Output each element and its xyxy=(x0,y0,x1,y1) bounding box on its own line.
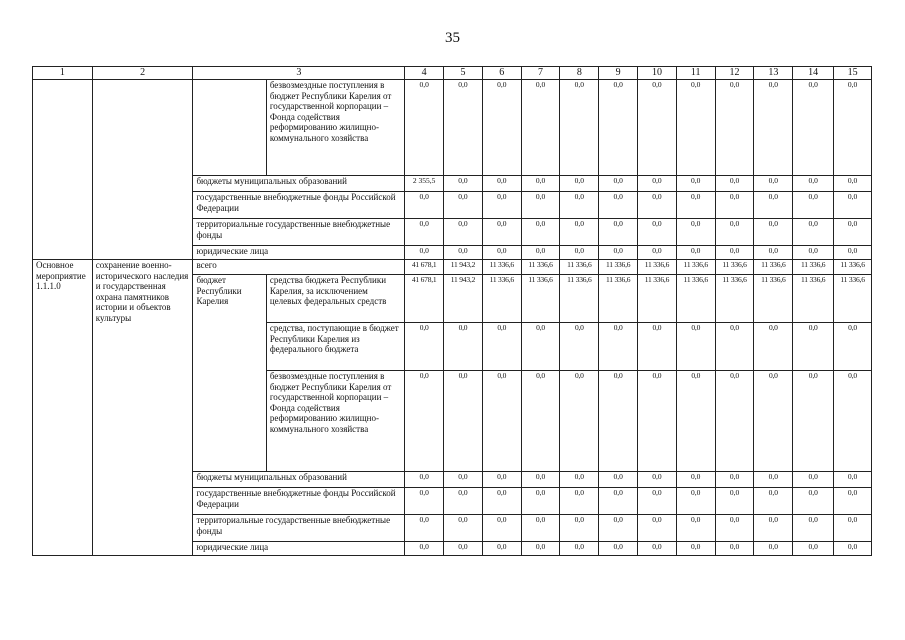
value-cell: 0,0 xyxy=(834,515,872,542)
value-cell: 0,0 xyxy=(444,488,483,515)
value-cell: 0,0 xyxy=(754,323,793,371)
value-cell: 11 336,6 xyxy=(560,260,599,275)
column-header: 9 xyxy=(599,67,638,80)
value-cell: 0,0 xyxy=(444,219,483,246)
value-cell: 0,0 xyxy=(444,192,483,219)
value-cell: 0,0 xyxy=(638,488,677,515)
value-cell: 0,0 xyxy=(521,323,560,371)
value-cell: 0,0 xyxy=(754,80,793,176)
value-cell: 0,0 xyxy=(560,246,599,260)
value-cell: 0,0 xyxy=(521,472,560,488)
value-cell: 0,0 xyxy=(560,371,599,472)
value-cell: 11 336,6 xyxy=(676,275,715,323)
value-cell: 0,0 xyxy=(834,542,872,556)
column-header: 5 xyxy=(444,67,483,80)
source-label: бюджеты муниципальных образований xyxy=(193,176,405,192)
value-cell: 0,0 xyxy=(834,80,872,176)
value-cell: 0,0 xyxy=(638,371,677,472)
value-cell: 0,0 xyxy=(599,192,638,219)
value-cell: 0,0 xyxy=(405,542,444,556)
source-label: средства бюджета Республики Карелия, за исключением целевых федеральных средств xyxy=(266,275,404,323)
value-cell: 11 336,6 xyxy=(560,275,599,323)
header-row xyxy=(33,67,872,80)
value-cell: 0,0 xyxy=(715,472,754,488)
column-header: 2 xyxy=(92,67,193,80)
value-cell: 0,0 xyxy=(754,515,793,542)
column-header: 7 xyxy=(521,67,560,80)
value-cell: 0,0 xyxy=(638,323,677,371)
value-cell: 0,0 xyxy=(444,472,483,488)
value-cell: 0,0 xyxy=(754,176,793,192)
value-cell: 0,0 xyxy=(405,246,444,260)
value-cell: 0,0 xyxy=(638,542,677,556)
value-cell: 0,0 xyxy=(560,488,599,515)
value-cell: 0,0 xyxy=(715,80,754,176)
value-cell: 0,0 xyxy=(405,472,444,488)
value-cell: 0,0 xyxy=(638,80,677,176)
value-cell: 0,0 xyxy=(834,472,872,488)
value-cell: 0,0 xyxy=(715,542,754,556)
source-label: безвозмездные поступления в бюджет Республики Карелия от государственной корпорации – Фонда содействия реформированию жилищно-коммунального хозяйства xyxy=(266,371,404,472)
value-cell: 41 678,1 xyxy=(405,275,444,323)
value-cell: 0,0 xyxy=(599,80,638,176)
value-cell: 0,0 xyxy=(638,472,677,488)
value-cell: 0,0 xyxy=(754,246,793,260)
value-cell: 0,0 xyxy=(715,246,754,260)
column-header: 12 xyxy=(715,67,754,80)
value-cell: 0,0 xyxy=(405,80,444,176)
value-cell: 11 336,6 xyxy=(754,275,793,323)
value-cell: 0,0 xyxy=(676,323,715,371)
value-cell: 11 336,6 xyxy=(521,260,560,275)
source-label: государственные внебюджетные фонды Российской Федерации xyxy=(193,192,405,219)
value-cell: 0,0 xyxy=(793,192,834,219)
value-cell: 0,0 xyxy=(444,371,483,472)
value-cell: 0,0 xyxy=(638,246,677,260)
value-cell: 2 355,5 xyxy=(405,176,444,192)
value-cell: 11 336,6 xyxy=(834,275,872,323)
value-cell: 0,0 xyxy=(754,472,793,488)
value-cell: 11 336,6 xyxy=(638,275,677,323)
value-cell: 0,0 xyxy=(521,488,560,515)
column-header: 8 xyxy=(560,67,599,80)
value-cell: 0,0 xyxy=(834,371,872,472)
value-cell: 0,0 xyxy=(560,542,599,556)
source-label: территориальные государственные внебюджетные фонды xyxy=(193,219,405,246)
value-cell: 0,0 xyxy=(676,472,715,488)
column-header: 1 xyxy=(33,67,93,80)
value-cell: 11 336,6 xyxy=(638,260,677,275)
value-cell: 0,0 xyxy=(560,472,599,488)
value-cell: 0,0 xyxy=(793,80,834,176)
value-cell: 0,0 xyxy=(599,515,638,542)
value-cell: 0,0 xyxy=(405,515,444,542)
value-cell: 11 336,6 xyxy=(482,275,521,323)
value-cell: 0,0 xyxy=(793,515,834,542)
value-cell: 0,0 xyxy=(793,542,834,556)
value-cell: 0,0 xyxy=(599,472,638,488)
value-cell: 0,0 xyxy=(793,472,834,488)
value-cell: 0,0 xyxy=(521,246,560,260)
value-cell: 0,0 xyxy=(405,488,444,515)
source-label: бюджеты муниципальных образований xyxy=(193,472,405,488)
value-cell: 0,0 xyxy=(482,515,521,542)
value-cell: 0,0 xyxy=(676,80,715,176)
value-cell: 0,0 xyxy=(444,80,483,176)
value-cell: 0,0 xyxy=(638,176,677,192)
value-cell: 0,0 xyxy=(599,246,638,260)
value-cell: 0,0 xyxy=(521,515,560,542)
value-cell: 0,0 xyxy=(444,246,483,260)
value-cell: 0,0 xyxy=(521,542,560,556)
value-cell: 11 336,6 xyxy=(599,260,638,275)
value-cell: 0,0 xyxy=(676,176,715,192)
source-label: юридические лица xyxy=(193,246,405,260)
value-cell: 0,0 xyxy=(793,219,834,246)
value-cell: 0,0 xyxy=(482,472,521,488)
column-header: 3 xyxy=(193,67,405,80)
column-header: 13 xyxy=(754,67,793,80)
value-cell: 0,0 xyxy=(715,371,754,472)
value-cell: 0,0 xyxy=(482,246,521,260)
value-cell: 0,0 xyxy=(405,371,444,472)
value-cell: 0,0 xyxy=(521,371,560,472)
value-cell: 11 336,6 xyxy=(754,260,793,275)
value-cell: 0,0 xyxy=(444,515,483,542)
activity-code-cell: Основное мероприятие 1.1.1.0 xyxy=(33,260,93,556)
value-cell: 0,0 xyxy=(676,488,715,515)
value-cell: 0,0 xyxy=(482,80,521,176)
value-cell: 0,0 xyxy=(599,488,638,515)
value-cell: 0,0 xyxy=(599,542,638,556)
page-number: 35 xyxy=(445,30,460,46)
value-cell: 0,0 xyxy=(599,371,638,472)
value-cell: 0,0 xyxy=(676,192,715,219)
source-label: безвозмездные поступления в бюджет Республики Карелия от государственной корпорации – Фонда содействия реформированию жилищно-коммунального хозяйства xyxy=(266,80,404,176)
value-cell: 0,0 xyxy=(754,371,793,472)
value-cell: 0,0 xyxy=(715,323,754,371)
value-cell: 0,0 xyxy=(560,219,599,246)
value-cell: 0,0 xyxy=(754,542,793,556)
value-cell: 11 943,2 xyxy=(444,260,483,275)
value-cell: 0,0 xyxy=(444,176,483,192)
source-label: юридические лица xyxy=(193,542,405,556)
value-cell: 0,0 xyxy=(793,323,834,371)
value-cell: 0,0 xyxy=(560,192,599,219)
value-cell: 11 336,6 xyxy=(715,275,754,323)
value-cell: 0,0 xyxy=(834,246,872,260)
column-header: 10 xyxy=(638,67,677,80)
value-cell: 0,0 xyxy=(715,515,754,542)
value-cell: 0,0 xyxy=(482,219,521,246)
source-label: государственные внебюджетные фонды Российской Федерации xyxy=(193,488,405,515)
column-header: 6 xyxy=(482,67,521,80)
value-cell: 0,0 xyxy=(834,192,872,219)
value-cell: 0,0 xyxy=(793,246,834,260)
value-cell: 11 336,6 xyxy=(715,260,754,275)
value-cell: 11 336,6 xyxy=(482,260,521,275)
value-cell: 0,0 xyxy=(560,515,599,542)
value-cell: 0,0 xyxy=(834,488,872,515)
value-cell: 0,0 xyxy=(834,176,872,192)
value-cell: 0,0 xyxy=(521,80,560,176)
table-row xyxy=(33,80,872,176)
value-cell: 0,0 xyxy=(482,542,521,556)
source-label: средства, поступающие в бюджет Республики Карелия из федерального бюджета xyxy=(266,323,404,371)
value-cell: 0,0 xyxy=(715,219,754,246)
value-cell: 0,0 xyxy=(793,488,834,515)
value-cell: 11 336,6 xyxy=(793,275,834,323)
value-cell: 0,0 xyxy=(482,192,521,219)
value-cell: 0,0 xyxy=(676,246,715,260)
budget-table xyxy=(32,66,872,556)
value-cell: 0,0 xyxy=(405,192,444,219)
value-cell: 0,0 xyxy=(638,192,677,219)
value-cell: 0,0 xyxy=(482,323,521,371)
activity-name-cell xyxy=(92,80,193,260)
value-cell: 0,0 xyxy=(676,219,715,246)
value-cell: 0,0 xyxy=(793,176,834,192)
value-cell: 0,0 xyxy=(834,323,872,371)
value-cell: 0,0 xyxy=(405,323,444,371)
value-cell: 11 336,6 xyxy=(793,260,834,275)
activity-code-cell xyxy=(33,80,93,260)
value-cell: 0,0 xyxy=(444,323,483,371)
value-cell: 0,0 xyxy=(560,323,599,371)
value-cell: 0,0 xyxy=(521,192,560,219)
column-header: 15 xyxy=(834,67,872,80)
value-cell: 0,0 xyxy=(715,192,754,219)
value-cell: 0,0 xyxy=(638,515,677,542)
value-cell: 0,0 xyxy=(676,515,715,542)
value-cell: 41 678,1 xyxy=(405,260,444,275)
value-cell: 0,0 xyxy=(715,176,754,192)
source-label: территориальные государственные внебюджетные фонды xyxy=(193,515,405,542)
value-cell: 0,0 xyxy=(599,176,638,192)
value-cell: 0,0 xyxy=(599,219,638,246)
value-cell: 0,0 xyxy=(638,219,677,246)
column-header: 4 xyxy=(405,67,444,80)
value-cell: 0,0 xyxy=(482,371,521,472)
value-cell: 0,0 xyxy=(715,488,754,515)
value-cell: 0,0 xyxy=(793,371,834,472)
activity-name-cell: сохранение военно-исторического наследия и государственная охрана памятников истории и объектов культуры xyxy=(92,260,193,556)
value-cell: 0,0 xyxy=(599,323,638,371)
column-header: 11 xyxy=(676,67,715,80)
value-cell: 11 336,6 xyxy=(676,260,715,275)
table-row xyxy=(33,260,872,275)
value-cell: 11 336,6 xyxy=(521,275,560,323)
source-label: всего xyxy=(193,260,405,275)
value-cell: 0,0 xyxy=(754,192,793,219)
value-cell: 0,0 xyxy=(444,542,483,556)
value-cell: 11 943,2 xyxy=(444,275,483,323)
column-header: 14 xyxy=(793,67,834,80)
value-cell: 0,0 xyxy=(834,219,872,246)
value-cell: 0,0 xyxy=(754,219,793,246)
value-cell: 0,0 xyxy=(754,488,793,515)
value-cell: 0,0 xyxy=(676,542,715,556)
value-cell: 0,0 xyxy=(560,80,599,176)
value-cell: 0,0 xyxy=(676,371,715,472)
value-cell: 0,0 xyxy=(560,176,599,192)
value-cell: 11 336,6 xyxy=(834,260,872,275)
value-cell: 0,0 xyxy=(482,176,521,192)
budget-group-label: бюджет Республики Карелия xyxy=(193,275,266,472)
value-cell: 0,0 xyxy=(521,176,560,192)
value-cell: 0,0 xyxy=(521,219,560,246)
value-cell: 0,0 xyxy=(405,219,444,246)
value-cell: 0,0 xyxy=(482,488,521,515)
value-cell: 11 336,6 xyxy=(599,275,638,323)
budget-group-cell xyxy=(193,80,266,176)
